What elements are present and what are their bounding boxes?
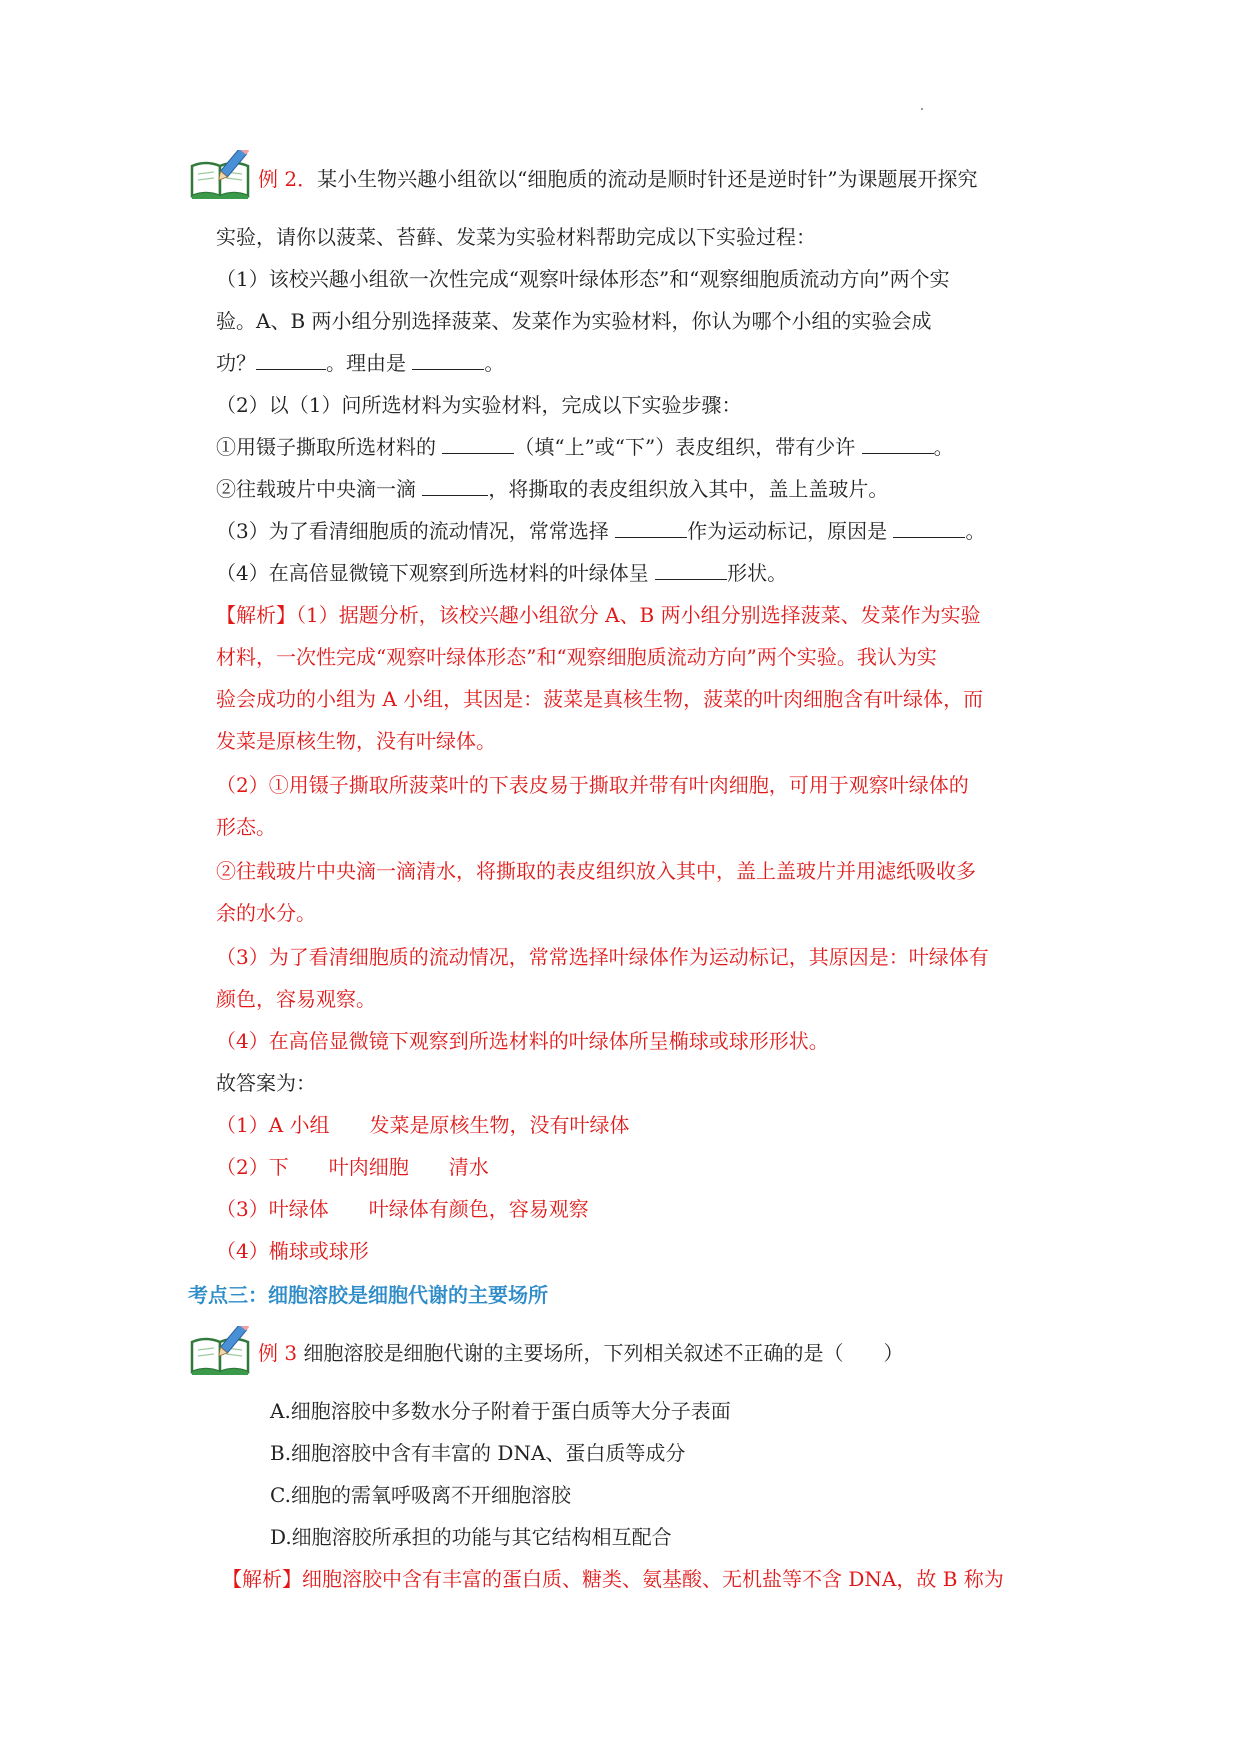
- step-1-text-b: （填“上”或“下”）表皮组织，带有少许: [514, 435, 862, 459]
- example-2-label: 例 2．: [258, 167, 318, 191]
- answer-blank-6[interactable]: [615, 537, 687, 538]
- question-1-line-3: [216, 348, 504, 378]
- question-2-line: （2）以（1）问所选材料为实验材料，完成以下实验步骤：: [216, 393, 742, 417]
- answer-blank-8[interactable]: [655, 579, 727, 580]
- answer-blank-1[interactable]: [256, 369, 326, 370]
- step-2-text-a: ②往载玻片中央滴一滴: [216, 477, 423, 501]
- step-2-line: [216, 474, 888, 504]
- analysis-2-line-6: 形态。: [216, 815, 276, 839]
- question-1-line-1: （1）该校兴趣小组欲一次性完成“观察叶绿体形态”和“观察细胞质流动方向”两个实: [216, 267, 950, 291]
- answer-4: （4）椭球或球形: [216, 1239, 369, 1263]
- analysis-2-line-4: 发菜是原核生物，没有叶绿体。: [216, 729, 496, 753]
- answer-1: （1）A 小组 发菜是原核生物，没有叶绿体: [216, 1113, 630, 1137]
- question-3-text-a: （3）为了看清细胞质的流动情况，常常选择: [216, 519, 616, 543]
- answer-3: （3）叶绿体 叶绿体有颜色，容易观察: [216, 1197, 589, 1221]
- question-1-line-2: 验。A、B 两小组分别选择菠菜、发菜作为实验材料，你认为哪个小组的实验会成: [216, 309, 932, 333]
- book-pencil-icon: [188, 150, 254, 200]
- analysis-2-line-1: [216, 600, 981, 630]
- analysis-3-text: 细胞溶胶中含有丰富的蛋白质、糖类、氨基酸、无机盐等不含 DNA，故 B 称为: [302, 1567, 1004, 1591]
- question-4-text-b: 形状。: [727, 561, 788, 585]
- page-mark: [921, 108, 923, 110]
- analysis-2-line-9: （3）为了看清细胞质的流动情况，常常选择叶绿体作为运动标记，其原因是：叶绿体有: [216, 945, 989, 969]
- analysis-2-line-7: ②往载玻片中央滴一滴清水，将撕取的表皮组织放入其中，盖上盖玻片并用滤纸吸收多: [216, 859, 976, 883]
- option-c: C.细胞的需氧呼吸离不开细胞溶胶: [270, 1483, 571, 1507]
- option-d: D.细胞溶胶所承担的功能与其它结构相互配合: [270, 1525, 672, 1549]
- step-1-end: 。: [933, 435, 954, 459]
- answer-blank-7[interactable]: [893, 537, 965, 538]
- answers-label: 故答案为：: [216, 1071, 316, 1095]
- question-1-reason-label: 。理由是: [326, 351, 413, 375]
- step-1-text-a: ①用镊子撕取所选材料的: [216, 435, 443, 459]
- example-3-title-line: [258, 1338, 903, 1368]
- example-2-stem-line-2: 实验，请你以菠菜、苔藓、发菜为实验材料帮助完成以下实验过程：: [216, 225, 816, 249]
- analysis-2-line-2: 材料，一次性完成“观察叶绿体形态”和“观察细胞质流动方向”两个实验。我认为实: [216, 645, 937, 669]
- example-3-stem: 细胞溶胶是细胞代谢的主要场所，下列相关叙述不正确的是（ ）: [303, 1341, 904, 1365]
- example-2-stem-line-1: 某小生物兴趣小组欲以“细胞质的流动是顺时针还是逆时针”为课题展开探究: [317, 167, 978, 191]
- answer-blank-4[interactable]: [862, 453, 934, 454]
- analysis-3-line: [222, 1564, 1004, 1594]
- example-2-title-line: [258, 164, 978, 194]
- question-4-text-a: （4）在高倍显微镜下观察到所选材料的叶绿体呈: [216, 561, 656, 585]
- option-a: A.细胞溶胶中多数水分子附着于蛋白质等大分子表面: [270, 1399, 731, 1423]
- question-3-line: [216, 516, 985, 546]
- answer-blank-5[interactable]: [422, 495, 488, 496]
- book-pencil-icon: [188, 1326, 254, 1376]
- question-1-prefix: 功？: [216, 351, 256, 375]
- answer-blank-3[interactable]: [442, 453, 514, 454]
- section-3-heading: 考点三：细胞溶胶是细胞代谢的主要场所: [188, 1283, 548, 1307]
- question-1-end: 。: [484, 351, 505, 375]
- answer-2: （2）下 叶肉细胞 清水: [216, 1155, 489, 1179]
- question-4-line: [216, 558, 787, 588]
- analysis-2-text-1: （1）据题分析，该校兴趣小组欲分 A、B 两小组分别选择菠菜、发菜作为实验: [296, 603, 981, 627]
- analysis-2-line-11: （4）在高倍显微镜下观察到所选材料的叶绿体所呈椭球或球形形状。: [216, 1029, 829, 1053]
- example-3-label: 例 3: [258, 1341, 298, 1365]
- option-b: B.细胞溶胶中含有丰富的 DNA、蛋白质等成分: [270, 1441, 686, 1465]
- answer-blank-2[interactable]: [412, 369, 484, 370]
- analysis-2-line-8: 余的水分。: [216, 901, 316, 925]
- analysis-2-line-3: 验会成功的小组为 A 小组，其因是：菠菜是真核生物，菠菜的叶肉细胞含有叶绿体，而: [216, 687, 984, 711]
- question-3-end: 。: [965, 519, 986, 543]
- step-1-line: [216, 432, 954, 462]
- analysis-2-line-5: （2）①用镊子撕取所菠菜叶的下表皮易于撕取并带有叶肉细胞，可用于观察叶绿体的: [216, 773, 969, 797]
- analysis-2-line-10: 颜色，容易观察。: [216, 987, 376, 1011]
- step-2-text-b: ，将撕取的表皮组织放入其中，盖上盖玻片。: [488, 477, 889, 501]
- analysis-2-tag: 【解析】: [216, 603, 296, 627]
- analysis-3-tag: 【解析】: [222, 1567, 302, 1591]
- question-3-text-b: 作为运动标记，原因是: [687, 519, 894, 543]
